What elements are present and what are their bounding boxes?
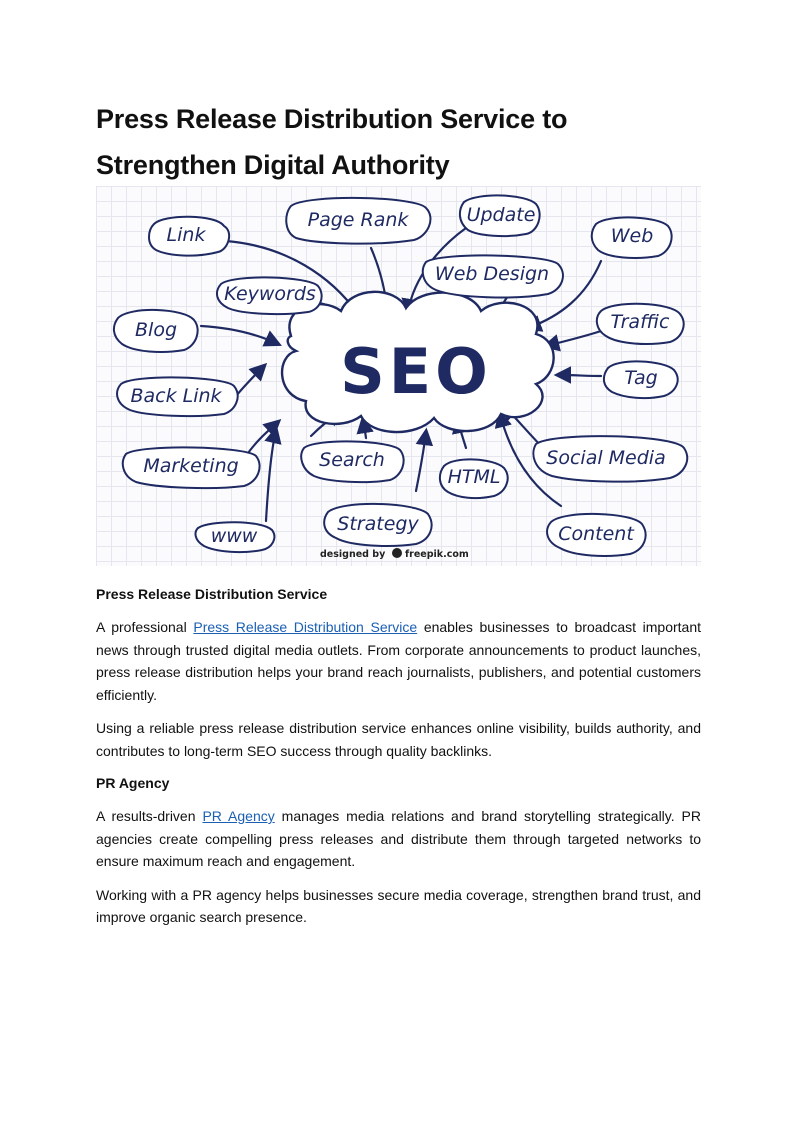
freepik-logo-icon bbox=[392, 548, 402, 558]
section1-p1-before: A professional bbox=[96, 619, 194, 635]
seo-center-word: SEO bbox=[340, 335, 492, 408]
section2-p1-after: manages media relations and brand storytelling strategically. PR agencies create compelling press releases and distribute them through targeted networks to ensure maximum reach and engagement. bbox=[96, 808, 702, 869]
section2-paragraph-2: Working with a PR agency helps businesses secure media coverage, strengthen brand trust, and improve organic search presence. bbox=[96, 886, 701, 925]
bubble-label-web: Web bbox=[610, 225, 654, 247]
section1-paragraph-2: Using a reliable press release distribution service enhances online visibility, builds authority, and contributes to long-term SEO success through quality backlinks. bbox=[96, 720, 701, 759]
bubble-label-page-rank: Page Rank bbox=[307, 209, 409, 231]
section2-paragraph-1 bbox=[96, 805, 701, 873]
credit-prefix: designed by bbox=[320, 549, 386, 560]
press-release-distribution-link[interactable]: Press Release Distribution Service bbox=[193, 619, 418, 635]
bubble-label-social-media: Social Media bbox=[546, 447, 666, 469]
section2-heading: PR Agency bbox=[96, 775, 170, 791]
bubble-label-back-link: Back Link bbox=[130, 385, 222, 407]
seo-illustration bbox=[96, 186, 701, 566]
pr-agency-link[interactable]: PR Agency bbox=[202, 808, 275, 824]
bubble-label-marketing: Marketing bbox=[143, 455, 239, 477]
section2-p1-before: A results-driven bbox=[96, 808, 203, 824]
page-title: Press Release Distribution Service to Strengthen Digital Authority bbox=[96, 104, 568, 180]
bubble-label-keywords: Keywords bbox=[224, 283, 316, 305]
bubble-label-blog: Blog bbox=[135, 319, 177, 341]
bubble-label-strategy: Strategy bbox=[337, 513, 419, 535]
bubble-label-update: Update bbox=[466, 204, 536, 226]
bubble-label-html: HTML bbox=[447, 466, 501, 488]
bubble-label-search: Search bbox=[319, 449, 385, 471]
bubble-label-content: Content bbox=[558, 523, 634, 545]
section1-p1-after: enables businesses to broadcast important news through trusted digital media outlets. From corporate announcements to product launches, press release distribution helps your brand reach journalists, publishers, and potential customers efficiently. bbox=[96, 619, 702, 703]
credit-brand: freepik.com bbox=[405, 549, 469, 560]
article-body bbox=[96, 584, 701, 940]
bubble-label-www: www bbox=[210, 525, 258, 547]
bubble-label-tag: Tag bbox=[624, 367, 658, 389]
bubble-label-web-design: Web Design bbox=[434, 263, 550, 285]
seo-mindmap-drawing bbox=[96, 186, 701, 566]
bubble-label-traffic: Traffic bbox=[610, 311, 670, 333]
section1-paragraph-1 bbox=[96, 616, 701, 706]
bubble-label-link: Link bbox=[166, 224, 206, 246]
section1-heading: Press Release Distribution Service bbox=[96, 586, 328, 602]
